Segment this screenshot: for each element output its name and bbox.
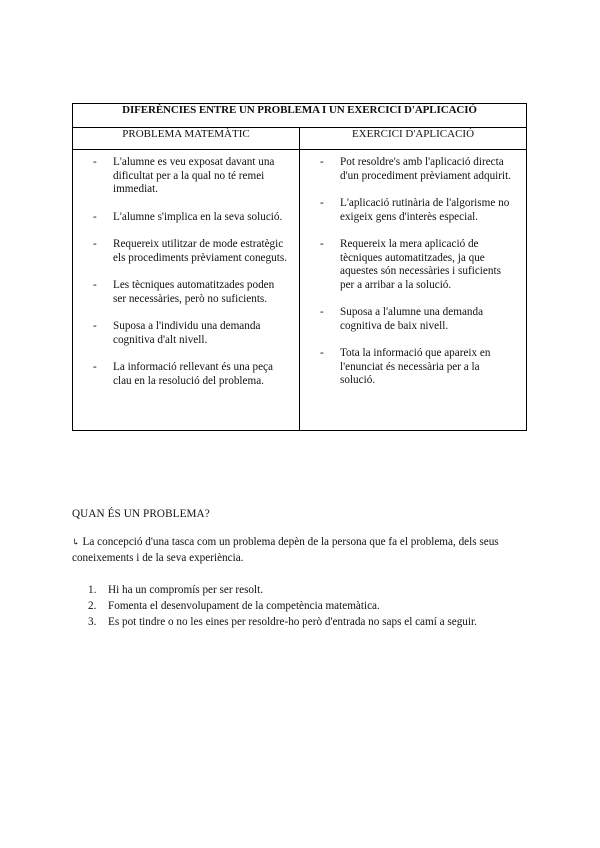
numbered-list [72, 582, 542, 630]
list-item [300, 197, 526, 224]
left-column [73, 150, 300, 431]
list-item [73, 320, 299, 347]
item-text: Tota la informació que apareix en l'enunciat és necessària per a la solució. [340, 347, 491, 386]
list-item [73, 279, 299, 306]
bullet-dash: - [93, 210, 97, 223]
item-text: Requereix la mera aplicació de tècniques automatitzades, ja que aquestes són necessàries i suficients per a arribar a la solució. [340, 238, 501, 291]
bullet-dash: - [320, 238, 324, 250]
left-item-list [73, 156, 299, 388]
item-text: L'alumne es veu exposat davant una dificultat per a la qual no té remei immediat. [113, 156, 275, 195]
arrow-down-right-icon: ↳ [72, 537, 80, 547]
list-item [300, 347, 526, 388]
bullet-dash: - [320, 347, 324, 359]
item-text: La informació rellevant és una peça clau en la resolució del problema. [113, 361, 273, 387]
bullet-dash: - [93, 320, 97, 332]
bullet-dash: - [93, 361, 97, 373]
intro-paragraph [72, 534, 532, 566]
item-text: L'alumne s'implica en la seva solució. [113, 210, 283, 223]
bullet-dash: - [320, 306, 324, 318]
right-item-list [300, 156, 526, 388]
intro-text: La concepció d'una tasca com un problema depèn de la persona que fa el problema, dels seus coneixements i de la seva experiència. [72, 536, 499, 564]
list-number: 1. [88, 584, 97, 596]
item-text: Suposa a l'alumne una demanda cognitiva de baix nivell. [340, 306, 484, 332]
list-item [73, 361, 299, 388]
bullet-dash: - [320, 197, 324, 209]
list-item [73, 156, 299, 197]
bullet-dash: - [93, 238, 97, 250]
bullet-dash: - [93, 279, 97, 291]
list-item [73, 211, 299, 225]
list-item [72, 614, 542, 630]
list-item [73, 238, 299, 265]
item-text: L'aplicació rutinària de l'algorisme no exigeix gens d'interès especial. [340, 197, 510, 223]
right-column [300, 150, 527, 431]
list-item [72, 582, 542, 598]
table-title: DIFERÈNCIES ENTRE UN PROBLEMA I UN EXERCICI D'APLICACIÓ [73, 104, 527, 128]
list-text: Hi ha un compromís per ser resolt. [108, 584, 264, 596]
list-item [300, 238, 526, 292]
item-text: Requereix utilitzar de mode estratègic els procediments prèviament coneguts. [113, 238, 287, 264]
right-column-header: EXERCICI D'APLICACIÓ [300, 128, 527, 150]
list-text: Es pot tindre o no les eines per resoldre-ho però d'entrada no saps el camí a seguir. [108, 616, 477, 628]
item-text: Les tècniques automatitzades poden ser necessàries, però no suficients. [113, 279, 275, 305]
list-item [72, 598, 542, 614]
left-column-header: PROBLEMA MATEMÀTIC [73, 128, 300, 150]
item-text: Pot resoldre's amb l'aplicació directa d'un procediment prèviament adquirit. [340, 156, 512, 182]
item-text: Suposa a l'individu una demanda cognitiva d'alt nivell. [113, 320, 261, 346]
list-number: 2. [88, 600, 97, 612]
bullet-dash: - [93, 156, 97, 168]
section-heading: QUAN ÉS UN PROBLEMA? [72, 508, 210, 520]
list-item [300, 306, 526, 333]
bullet-dash: - [320, 156, 324, 168]
list-text: Fomenta el desenvolupament de la competència matemàtica. [108, 600, 380, 612]
comparison-table [72, 103, 527, 431]
list-item [300, 156, 526, 183]
list-number: 3. [88, 616, 97, 628]
